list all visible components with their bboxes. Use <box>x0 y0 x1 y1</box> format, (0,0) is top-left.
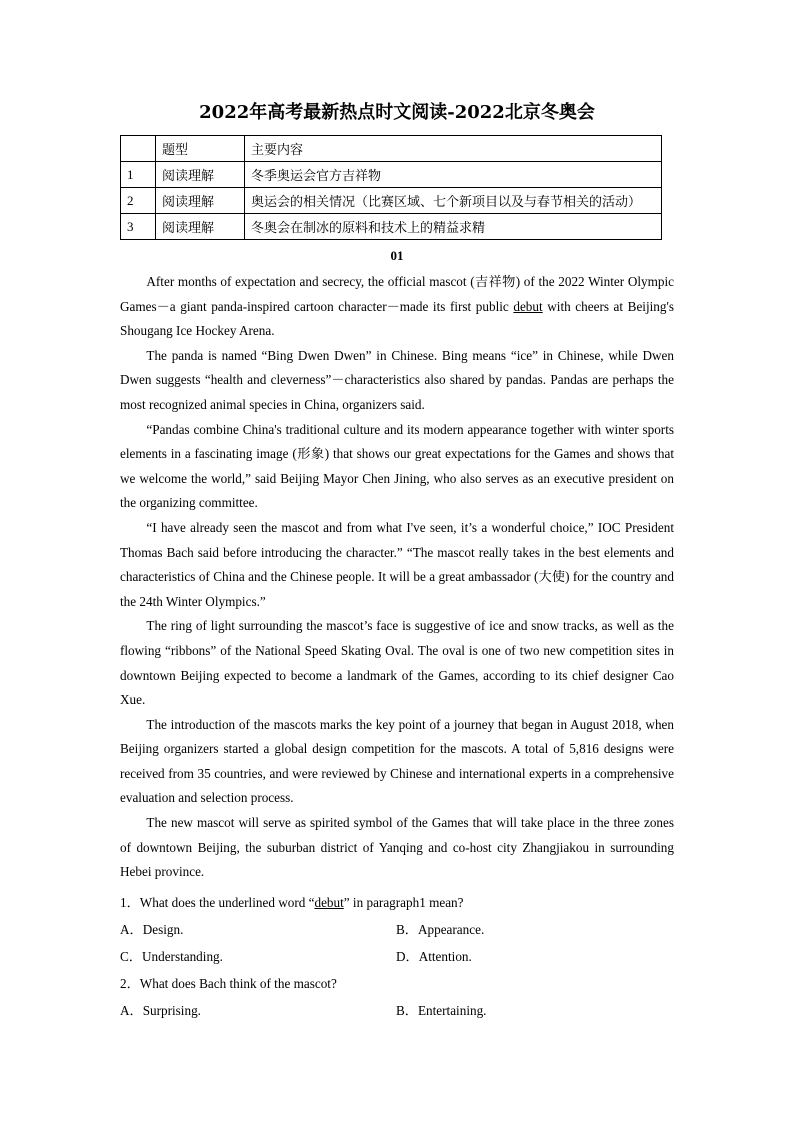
table-cell: 奥运会的相关情况（比赛区域、七个新项目以及与春节相关的活动） <box>245 188 662 214</box>
table-header-cell: 题型 <box>156 136 245 162</box>
article-body <box>120 270 674 885</box>
table-cell: 阅读理解 <box>156 214 245 240</box>
paragraph-2: The panda is named “Bing Dwen Dwen” in Chinese. Bing means “ice” in Chinese, while Dwen Dwen suggests “health and cleverness”－characteristics also shared by pandas. Pandas are perhaps the most recognized animal species in China, organizers said. <box>120 347 674 412</box>
q1-option-a: A．Design. <box>120 922 184 937</box>
table-cell: 阅读理解 <box>156 162 245 188</box>
table-header-cell <box>121 136 156 162</box>
table-cell: 阅读理解 <box>156 188 245 214</box>
table-cell: 3 <box>121 214 156 240</box>
document-title: 2022年高考最新热点时文阅读-2022北京冬奥会 <box>199 102 595 123</box>
underlined-word: debut <box>314 895 344 910</box>
q1-option-b: B．Appearance. <box>396 922 485 937</box>
table-cell: 2 <box>121 188 156 214</box>
q2-option-b: B．Entertaining. <box>396 1003 487 1018</box>
section-number: 01 <box>390 248 404 263</box>
table-row <box>121 188 662 214</box>
q1-option-c: C．Understanding. <box>120 949 223 964</box>
q1-option-d: D．Attention. <box>396 949 472 964</box>
paragraph-text: After months of expectation and secrecy, the official mascot (吉祥物) of the 2022 Winter Olympic Games－a giant panda-inspired cartoon character－made its first public <box>120 274 674 314</box>
paragraph-6: The introduction of the mascots marks the key point of a journey that began in August 2018, when Beijing organizers started a global design competition for the mascots. A total of 5,816 designs were received from 35 countries, and were reviewed by Chinese and international experts in a comprehensive evaluation and selection process. <box>120 716 674 806</box>
table-header-cell: 主要内容 <box>245 136 662 162</box>
paragraph-7: The new mascot will serve as spirited symbol of the Games that will take place in the three zones of downtown Beijing, the suburban district of Yanqing and co-host city Zhangjiakou in surrounding Hebei province. <box>120 815 674 880</box>
paragraph-text: with cheers at Beijing's Shougang Ice Hockey Arena. <box>120 298 674 339</box>
underlined-word: debut <box>513 298 543 314</box>
paragraph-4: “I have already seen the mascot and from what I've seen, it’s a wonderful choice,” IOC President Thomas Bach said before introducing the character.” “The mascot really takes in the best elements and characteristics of China and the Chinese people. It will be a great ambassador (大使) for the country and the 24th Winter Olympics.” <box>120 519 674 609</box>
table-cell: 冬奥会在制冰的原料和技术上的精益求精 <box>245 214 662 240</box>
question-1-stem <box>120 892 680 911</box>
question-text: ” in paragraph1 mean? <box>343 895 464 910</box>
table-row <box>121 214 662 240</box>
paragraph-3: “Pandas combine China's traditional culture and its modern appearance together with winter sports elements in a fascinating image (形象) that shows our great expectations for the Games and shows that we welcome the world,” said Beijing Mayor Chen Jining, who also serves as an executive president on the organizing committee. <box>120 421 674 511</box>
table-cell: 1 <box>121 162 156 188</box>
summary-table <box>120 135 662 240</box>
table-row <box>121 162 662 188</box>
q2-option-a: A．Surprising. <box>120 1003 201 1018</box>
question-2-stem: 2．What does Bach think of the mascot? <box>120 976 337 991</box>
table-header-row <box>121 136 662 162</box>
table-cell: 冬季奥运会官方吉祥物 <box>245 162 662 188</box>
paragraph-5: The ring of light surrounding the mascot’s face is suggestive of ice and snow tracks, as well as the flowing “ribbons” of the National Speed Skating Oval. The oval is one of two new competition sites in downtown Beijing expected to become a landmark of the Games, according to its chief designer Cao Xue. <box>120 618 674 708</box>
paragraph-1 <box>120 270 674 344</box>
question-text: 1．What does the underlined word “ <box>120 895 315 910</box>
